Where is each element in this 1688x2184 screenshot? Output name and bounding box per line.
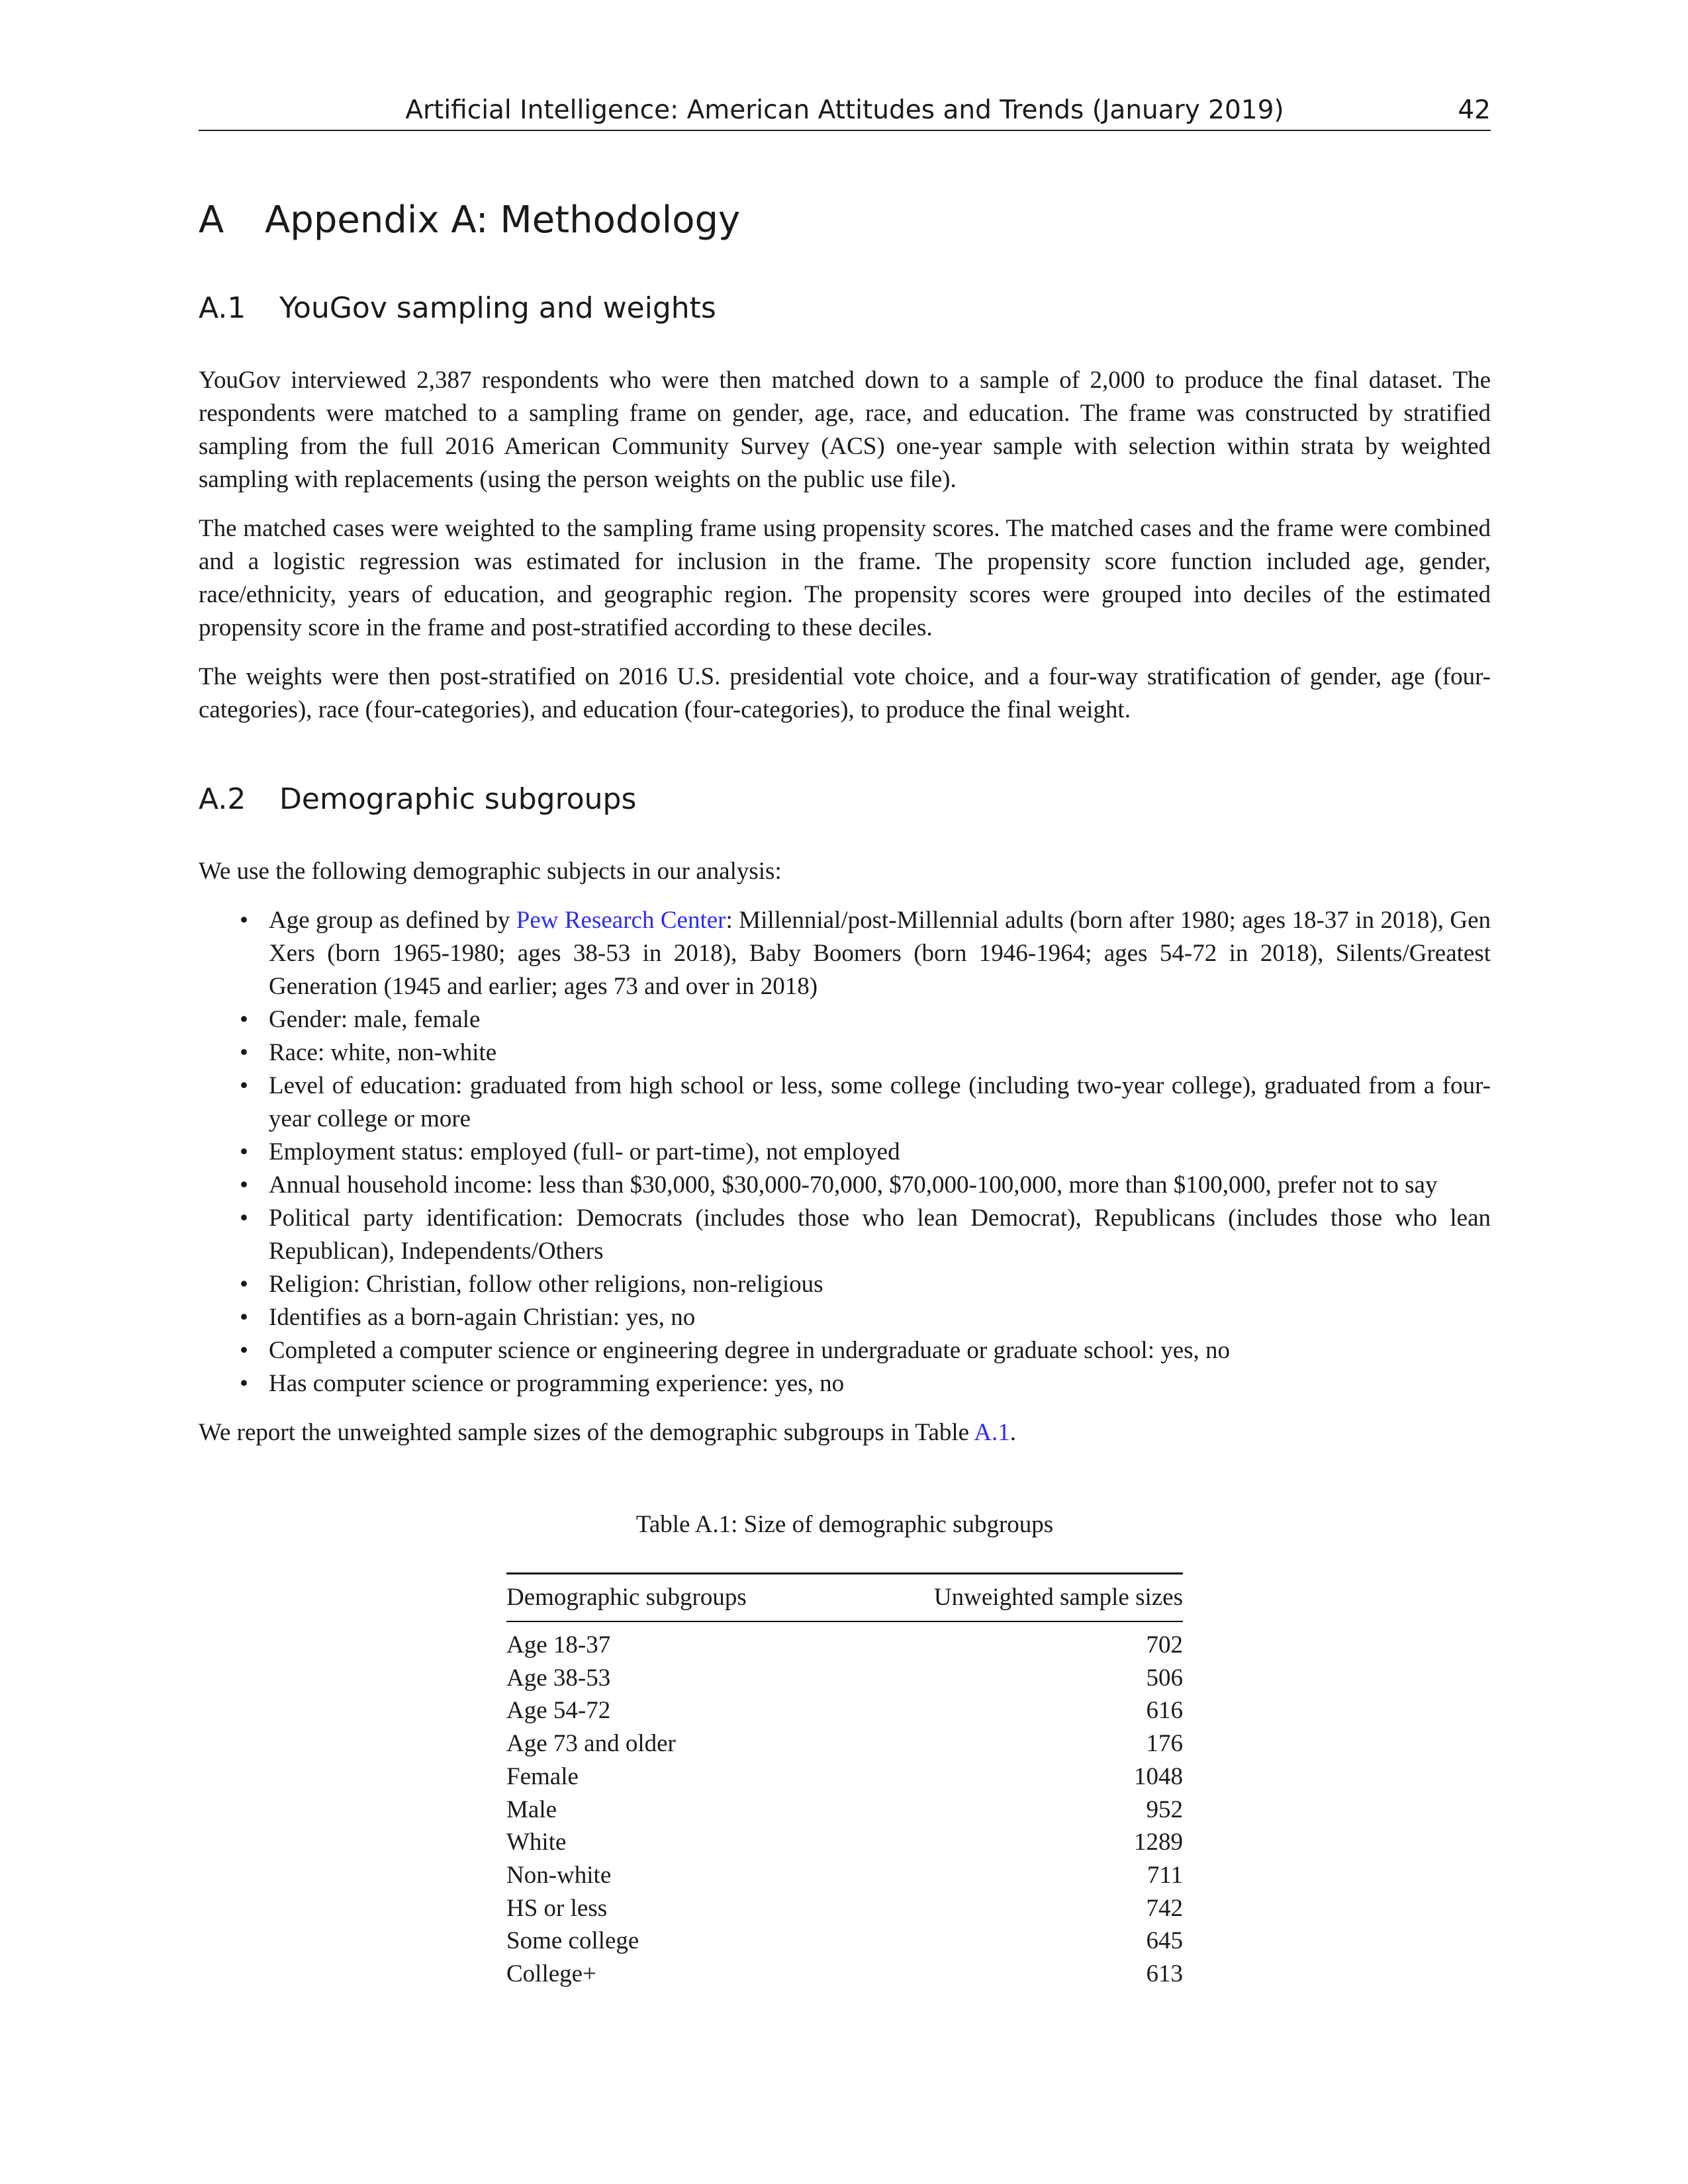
subsection-title: YouGov sampling and weights — [279, 291, 716, 325]
table-row — [506, 1859, 1183, 1892]
section-title: Appendix A: Methodology — [265, 199, 741, 242]
item-text: Level of education: graduated from high school or less, some college (including two-year college), graduated from a four-year college or more — [269, 1072, 1491, 1132]
subgroup-size-table — [506, 1572, 1183, 1991]
subgroup-cell: Non-white — [506, 1861, 612, 1889]
table-row — [506, 1794, 1183, 1827]
item-text: Completed a computer science or engineering degree in undergraduate or graduate school: yes, no — [269, 1337, 1231, 1364]
item-text: Gender: male, female — [269, 1006, 481, 1033]
table-row — [506, 1694, 1183, 1727]
list-item — [199, 1036, 1491, 1069]
table-row — [506, 1958, 1183, 1991]
sample-size-cell: 702 — [1146, 1631, 1183, 1659]
list-item — [199, 904, 1491, 1003]
subgroup-cell: Female — [506, 1762, 579, 1790]
bullet-icon: • — [240, 1271, 248, 1298]
list-item — [199, 1202, 1491, 1268]
table-row — [506, 1727, 1183, 1760]
report-paragraph — [199, 1416, 1491, 1449]
table-row — [506, 1826, 1183, 1859]
subgroup-cell: HS or less — [506, 1894, 608, 1922]
bullet-icon: • — [240, 1205, 248, 1232]
bullet-icon: • — [240, 1337, 248, 1364]
sample-size-cell: 506 — [1146, 1664, 1183, 1692]
subsection-number: A.1 — [199, 291, 246, 325]
bullet-icon: • — [240, 1039, 248, 1066]
sample-size-cell: 1289 — [1134, 1829, 1183, 1856]
table-caption: Table A.1: Size of demographic subgroups — [635, 1511, 1054, 1538]
paragraph: YouGov interviewed 2,387 respondents who were then matched down to a sample of 2,000 to produce the final dataset. The respondents were matched to a sampling frame on gender, age, race, and education. The frame was constructed by stratified sampling from the full 2016 American Community Survey (ACS) one-year sample with selection within strata by weighted sampling with replacements (using the person weights on the public use file). — [199, 367, 1491, 493]
methodology-text — [199, 364, 1491, 743]
subgroup-cell: White — [506, 1829, 567, 1856]
item-text: Identifies as a born-again Christian: yes, no — [269, 1304, 696, 1331]
table-row — [506, 1925, 1183, 1958]
subgroup-cell: Age 18-37 — [506, 1631, 611, 1659]
subsection-title: Demographic subgroups — [279, 782, 637, 816]
bullet-icon: • — [240, 1370, 248, 1397]
paragraph: The weights were then post-stratified on 2016 U.S. presidential vote choice, and a four-way stratification of gender, age (four-categories), race (four-categories), and education (four-categories), to produce the final weight. — [199, 663, 1491, 723]
section-number: A — [199, 199, 224, 242]
subgroup-cell: Some college — [506, 1927, 639, 1955]
subgroup-cell: Age 73 and older — [506, 1730, 676, 1758]
sample-size-cell: 952 — [1146, 1796, 1183, 1823]
report-text: . — [1009, 1419, 1017, 1446]
subgroup-cell: College+ — [506, 1960, 596, 1988]
sample-size-cell: 616 — [1146, 1697, 1183, 1725]
paragraph: The matched cases were weighted to the sampling frame using propensity scores. The matched cases and the frame were combined and a logistic regression was estimated for inclusion in the frame. The propensity score function included age, gender, race/ethnicity, years of education, and geographic region. The propensity scores were grouped into deciles of the estimated propensity score in the frame and post-stratified according to these deciles. — [199, 515, 1491, 641]
item-text: Race: white, non-white — [269, 1039, 497, 1066]
section-heading — [199, 199, 740, 242]
demographic-list — [199, 904, 1491, 1400]
pew-research-link[interactable]: Pew Research Center — [516, 907, 726, 934]
bullet-icon: • — [240, 1138, 248, 1165]
list-item — [199, 1301, 1491, 1334]
table-row — [506, 1760, 1183, 1794]
subgroup-cell: Age 38-53 — [506, 1664, 611, 1692]
item-text: Age group as defined by — [269, 907, 516, 934]
subgroup-cell: Age 54-72 — [506, 1697, 611, 1725]
bullet-icon: • — [240, 907, 248, 934]
subsection-number: A.2 — [199, 782, 246, 816]
table-header-row — [506, 1574, 1183, 1622]
list-item — [199, 1334, 1491, 1367]
sample-size-cell: 176 — [1146, 1730, 1183, 1758]
item-text: Political party identification: Democrats (includes those who lean Democrat), Republicans (includes those who lean Republican), Independents/Others — [269, 1205, 1491, 1265]
column-header: Unweighted sample sizes — [933, 1584, 1183, 1611]
intro-paragraph: We use the following demographic subjects in our analysis: — [199, 858, 782, 885]
sample-size-cell: 645 — [1146, 1927, 1183, 1955]
subsection-heading-a1 — [199, 291, 716, 325]
table-row — [506, 1662, 1183, 1695]
item-text: Religion: Christian, follow other religions, non-religious — [269, 1271, 823, 1298]
sample-size-cell: 711 — [1147, 1861, 1183, 1889]
list-item — [199, 1268, 1491, 1301]
table-row — [506, 1621, 1183, 1662]
bullet-icon: • — [240, 1006, 248, 1033]
bullet-icon: • — [240, 1304, 248, 1331]
sample-size-cell: 613 — [1146, 1960, 1183, 1988]
item-text: : Millennial/post-Millennial adults (born after 1980; ages 18-37 in 2018), Gen Xers (born 1965-1980; ages 38-53 in 2018), Baby Boomers (born 1946-1964; ages 54-72 in 2018), Silents/Greatest Generation (1945 and earlier; ages 73 and over in 2018) — [269, 907, 1491, 1000]
item-text: Annual household income: less than $30,000, $30,000-70,000, $70,000-100,000, more than $100,000, prefer not to say — [269, 1171, 1438, 1199]
list-item — [199, 1003, 1491, 1036]
demographics-text — [199, 855, 1491, 1465]
table-row — [506, 1892, 1183, 1925]
item-text: Has computer science or programming experience: yes, no — [269, 1370, 845, 1397]
page-number: 42 — [1458, 95, 1491, 125]
column-header: Demographic subgroups — [506, 1584, 747, 1611]
table-reference-link[interactable]: A.1 — [974, 1419, 1010, 1446]
bullet-icon: • — [240, 1171, 248, 1199]
running-header — [199, 93, 1491, 131]
list-item — [199, 1136, 1491, 1169]
list-item — [199, 1367, 1491, 1400]
report-text: We report the unweighted sample sizes of the demographic subgroups in Table — [199, 1419, 974, 1446]
subgroup-cell: Male — [506, 1796, 557, 1823]
sample-size-cell: 1048 — [1134, 1762, 1183, 1790]
header-title: Artificial Intelligence: American Attitudes and Trends (January 2019) — [405, 95, 1284, 125]
bullet-icon: • — [240, 1072, 248, 1099]
sample-size-cell: 742 — [1146, 1894, 1183, 1922]
list-item — [199, 1169, 1491, 1202]
list-item — [199, 1069, 1491, 1136]
item-text: Employment status: employed (full- or part-time), not employed — [269, 1138, 900, 1165]
subsection-heading-a2 — [199, 782, 636, 816]
